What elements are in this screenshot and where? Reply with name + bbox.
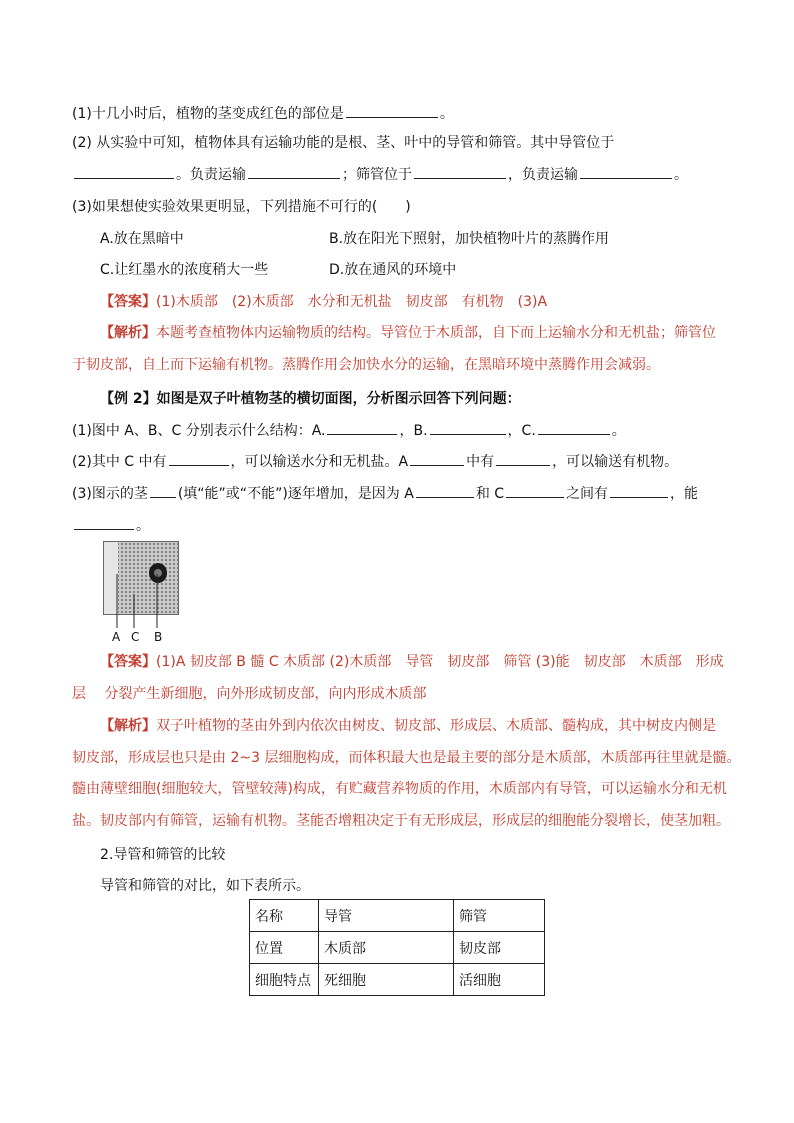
ex2-blank-c[interactable]: [538, 420, 610, 435]
analysis-text-2: 于韧皮部，自上而下运输有机物。蒸腾作用会加快水分的运输，在黑暗环境中蒸腾作用会减弱。: [72, 357, 660, 373]
table-cell: 细胞特点: [250, 964, 319, 996]
ex2-answer-line-2: [72, 684, 426, 704]
ex2-blank-f[interactable]: [496, 451, 550, 466]
analysis-text-1: 本题考查植物体内运输物质的结构。导管位于木质部，自下而上运输水分和无机盐；筛管位: [156, 325, 716, 341]
ex2-q2-b: ，可以输送水分和无机盐。A: [230, 454, 409, 470]
table-header-row: [250, 900, 545, 932]
ex2-q2-a: (2)其中 C 中有: [72, 454, 167, 470]
q1-blank-3[interactable]: [248, 164, 340, 179]
q1-part2-b3: ，负责运输: [508, 167, 578, 183]
section-2-heading: [100, 845, 225, 865]
ex2-blank-a[interactable]: [327, 420, 397, 435]
ex2-analysis-text-2: 韧皮部，形成层也只是由 2~3 层细胞构成，而体积最大也是最主要的部分是木质部，木质部再往里就是髓。: [72, 750, 741, 766]
ex2-q2-line: [72, 451, 678, 472]
ex2-q3-e: ，能: [670, 486, 699, 502]
answer-tag: 【答案】: [100, 294, 156, 310]
ex2-blank-e[interactable]: [410, 451, 464, 466]
table-row: [250, 932, 545, 964]
ex2-q1-a: (1)图中 A、B、C 分别表示什么结构：A.: [72, 423, 326, 439]
ex2-q2-c: 中有: [466, 454, 495, 470]
ex2-blank-k[interactable]: [74, 515, 134, 530]
ex2-blank-i[interactable]: [506, 483, 564, 498]
q1-part2-b1: 。负责运输: [176, 167, 246, 183]
q1-part3-line: [72, 197, 411, 217]
section-2-intro: [100, 876, 310, 896]
option-a[interactable]: A.放在黑暗中: [100, 231, 184, 247]
ex2-answer-text-2: 层 分裂产生新细胞，向外形成韧皮部，向内形成木质部: [72, 686, 427, 702]
q1-part1-text: (1)十几小时后，植物的茎变成红色的部位是: [72, 106, 344, 122]
example-2-title: [100, 389, 521, 409]
q1-part2-b4: 。: [674, 167, 688, 183]
table-cell: 活细胞: [454, 964, 545, 996]
table-header-cell: 筛管: [454, 900, 545, 932]
ex2-blank-b[interactable]: [430, 420, 506, 435]
q1-part3-text: (3)如果想使实验效果更明显，下列措施不可行的( ): [72, 199, 411, 215]
ex2-q3-a: (3)图示的茎: [72, 486, 148, 502]
table-cell: 韧皮部: [454, 932, 545, 964]
q1-part1-end: 。: [439, 106, 454, 122]
example-2-title-text: 【例 2】如图是双子叶植物茎的横切面图，分析图示回答下列问题：: [100, 391, 521, 407]
q1-analysis: [100, 323, 716, 343]
ex2-q1-end: 。: [611, 423, 626, 439]
comparison-table: [249, 899, 545, 996]
ex2-q2-d: ，可以输送有机物。: [552, 454, 679, 470]
ex2-q3-c: 和 C: [475, 486, 505, 502]
ex2-q1-line: [72, 420, 626, 441]
ex2-answer-text-1: (1)A 韧皮部 B 髓 C 木质部 (2)木质部 导管 韧皮部 筛管 (3)能 韧皮部 木质部 形成: [156, 654, 724, 670]
table-header-cell: 名称: [250, 900, 319, 932]
analysis-tag: 【解析】: [100, 325, 156, 341]
q1-blank-2[interactable]: [74, 164, 174, 179]
ex2-blank-j[interactable]: [610, 483, 668, 498]
q1-analysis-line-2: [72, 355, 660, 375]
ex2-q3-d: 之间有: [566, 486, 609, 502]
ex2-q3-line-2: [72, 515, 150, 536]
ex2-blank-h[interactable]: [416, 483, 474, 498]
option-b[interactable]: B.放在阳光下照射，加快植物叶片的蒸腾作用: [329, 231, 610, 247]
section-2-intro-text: 导管和筛管的对比，如下表所示。: [100, 878, 310, 894]
ex2-q3-end: 。: [136, 518, 150, 534]
q1-part2-line: [72, 133, 614, 153]
ex2-analysis: [100, 716, 716, 736]
ex2-answer: [100, 652, 724, 672]
table-row: [250, 964, 545, 996]
ex2-blank-g[interactable]: [150, 483, 176, 498]
ex2-analysis-line-4: [72, 811, 730, 831]
ex2-analysis-text-1: 双子叶植物的茎由外到内依次由树皮、韧皮部、形成层、木质部、髓构成，其中树皮内侧是: [156, 718, 716, 734]
q1-blank-1[interactable]: [346, 103, 438, 118]
figure-label-a: A: [112, 630, 121, 644]
table-header-cell: 导管: [319, 900, 454, 932]
ex2-analysis-line-2: [72, 748, 740, 768]
ex2-q3-b: (填“能”或“不能”)逐年增加，是因为 A: [177, 486, 414, 502]
q1-part1-line: [72, 103, 454, 124]
option-c[interactable]: C.让红墨水的浓度稍大一些: [100, 262, 269, 278]
ex2-blank-d[interactable]: [169, 451, 229, 466]
answer-text: (1)木质部 (2)木质部 水分和无机盐 韧皮部 有机物 (3)A: [156, 294, 548, 310]
table-cell: 死细胞: [319, 964, 454, 996]
section-2-heading-text: 2.导管和筛管的比较: [100, 847, 226, 863]
q1-blank-4[interactable]: [414, 164, 506, 179]
figure-label-c: C: [131, 630, 140, 644]
ex2-analysis-text-3: 髓由薄壁细胞(细胞较大，管壁较薄)构成，有贮藏营养物质的作用，木质部内有导管，可以运输水分和无机: [72, 781, 727, 797]
q1-answer: [100, 292, 547, 312]
table-cell: 位置: [250, 932, 319, 964]
ex2-analysis-line-3: [72, 779, 727, 799]
figure-label-b: B: [154, 630, 163, 644]
table-cell: 木质部: [319, 932, 454, 964]
ex2-q1-c: ，C.: [507, 423, 536, 439]
q1-part2-text: (2) 从实验中可知，植物体具有运输功能的是根、茎、叶中的导管和筛管。其中导管位于: [72, 135, 615, 151]
figure-leader-lines: [103, 560, 177, 632]
ex2-answer-tag: 【答案】: [100, 654, 156, 670]
ex2-q1-b: ，B.: [399, 423, 428, 439]
q1-blank-5[interactable]: [580, 164, 672, 179]
q1-part2-line-2: [72, 164, 688, 185]
ex2-analysis-text-4: 盐。韧皮部内有筛管，运输有机物。茎能否增粗决定于有无形成层，形成层的细胞能分裂增长，使茎加粗。: [72, 813, 730, 829]
q1-part2-b2: ；筛管位于: [342, 167, 412, 183]
ex2-q3-line: [72, 483, 698, 504]
option-d[interactable]: D.放在通风的环境中: [329, 262, 457, 278]
ex2-analysis-tag: 【解析】: [100, 718, 156, 734]
